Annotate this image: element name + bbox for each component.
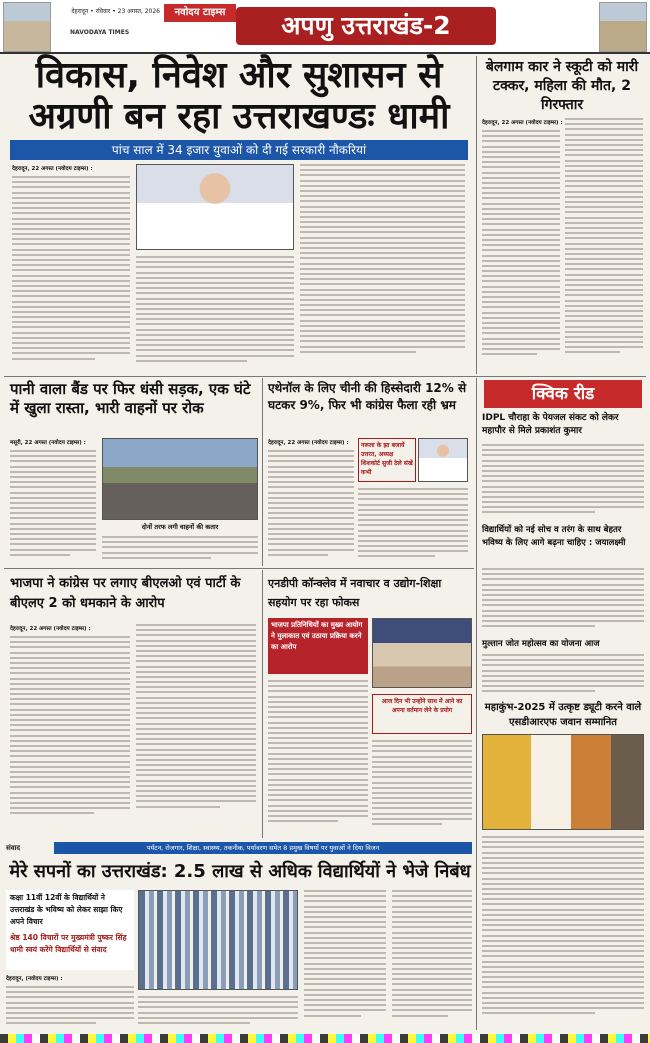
students-photo — [138, 890, 298, 990]
bjp-headline: भाजपा ने कांग्रेस पर लगाए बीएलओ एवं पार्टी के बीएलए 2 को धमकाने के आरोप — [10, 576, 241, 611]
lead-col-2 — [136, 256, 294, 372]
ethanol-quote: नरूला के झा बजायें उत्तरत, अध्यक्ष शिशकोर्ट सुजी ठेले संखें कभी — [358, 438, 416, 482]
qr-item3-body — [482, 654, 644, 696]
ethanol-dateline: देहरादून, 22 अगस्त (नवोदय टाइम्स) : — [268, 440, 349, 446]
dreams-headline: मेरे सपनों का उत्तराखंड: 2.5 लाख से अधिक विद्यार्थियों ने भेजे निबंध — [9, 861, 471, 882]
nda-col-1 — [268, 680, 368, 836]
ethanol-photo — [418, 438, 468, 482]
temple-left-image — [3, 2, 51, 52]
dreams-bullets-box — [6, 890, 134, 970]
masthead — [0, 0, 650, 54]
road-headline: पानी वाला बैंड पर फिर धंसी सड़क, एक घंटे में खुला रास्ता, भारी वाहनों पर रोक — [10, 380, 251, 417]
qr-item4-headline: महाकुंभ-2025 में उत्कृष्ट ड्यूटी करने वाले एसडीआरएफ जवान सम्मानित — [484, 702, 642, 728]
road-col-1 — [10, 450, 96, 562]
nda-quote: आज दिन भी उन्होंने साथ में आने का अपना वर्तमान लेने के प्रयोग — [372, 694, 472, 734]
nda-col-2 — [372, 740, 472, 836]
scooty-col-1 — [482, 130, 560, 370]
qr-item1-headline: IDPL चौराहा के पेयजल संकट को लेकर महापौर से मिले प्रकाशंत कुमार — [482, 413, 619, 436]
bjp-col-1 — [10, 636, 130, 836]
dreams-col-4 — [392, 890, 472, 1030]
lead-dateline: देहरादून, 22 अगस्त (नवोदय टाइम्स) : — [12, 166, 93, 172]
scooty-headline: बेलगाम कार ने स्कूटी को मारी टक्कर, महिला की मौत, 2 गिरफ्तार — [485, 59, 639, 113]
road-photo — [102, 438, 258, 520]
dreams-bullet-2: श्रेष्ठ 140 विचारों पर मुख्यमंत्री पुष्कर सिंह धामी स्वयं करेंगे विद्यार्थियों से संवाद — [10, 933, 127, 954]
ethanol-col-2 — [358, 488, 468, 562]
dreams-col-3 — [304, 890, 386, 1030]
lead-strap: पांच साल में 34 इजार युवाओं को दी गई सरकारी नौकरियां — [10, 140, 468, 160]
scooty-dateline: देहरादून, 22 अगस्त (नवोदय टाइम्स) : — [482, 120, 563, 126]
temple-right-image — [599, 2, 647, 52]
ethanol-headline: एथेनॉल के लिए चीनी की हिस्सेदारी 12% से घटकर 9%, फिर भी कांग्रेस फैला रही भ्रम — [268, 381, 467, 412]
lead-col-3 — [300, 164, 465, 372]
dreams-bullet-1: कक्षा 11वीं 12वीं के विद्यार्थियों ने उत्तराखंड के भविष्य को लेकर साझा किए अपने विचार — [10, 893, 123, 926]
dreams-col-1 — [6, 986, 134, 1030]
qr-item2-headline: विद्यार्थियों को नई सोच व तरंग के साथ बेहतर भविष्य के लिए आगे बढ़ना चाहिए : जयालक्ष्मी — [482, 525, 626, 548]
nda-callout: भाजपा प्रतिनिधियों का मुख्य आयोग ने मुलाकात एवं उठाया प्रक्रिया करने का आरोप — [268, 618, 368, 674]
section-title: अपणु उत्तराखंड-2 — [236, 7, 496, 45]
qr-item4-body — [482, 836, 644, 1028]
qr-item2-body — [482, 568, 644, 634]
cm-photo — [136, 164, 294, 250]
dreams-dateline: देहरादून, (नवोदय टाइम्स) : — [6, 976, 63, 982]
dreams-strap: पर्यटन, रोजगार, शिक्षा, स्वास्थ्य, तकनीक, पर्यावरण समेत 8 प्रमुख विषयों पर युवाओं ने दिया विजन — [54, 842, 472, 854]
scooty-col-2 — [565, 118, 643, 370]
brand-logo: नवोदय टाइम्स — [164, 4, 236, 22]
road-col-2 — [102, 536, 258, 562]
sdrf-award-photo — [482, 734, 644, 830]
qr-item1-body — [482, 444, 644, 520]
dreams-col-2 — [138, 996, 298, 1030]
lead-headline-1: विकास, निवेश और सुशासन से — [35, 55, 443, 96]
dreams-label: संवाद — [6, 844, 21, 852]
road-caption: दोनों तरफ लगी वाहनों की कतार — [141, 523, 219, 531]
bjp-dateline: देहरादून, 22 अगस्त (नवोदय टाइम्स) : — [10, 626, 91, 632]
nda-headline: एनडीपी कॉन्क्लेव में नवाचार व उद्योग-शिक्षा सहयोग पर रहा फोकस — [268, 577, 442, 609]
ethanol-col-1 — [268, 450, 354, 562]
date-line: देहरादून • रविवार • 23 अगस्त, 2026 — [71, 8, 160, 15]
brand-english: NAVODAYA TIMES — [70, 29, 130, 36]
conclave-photo — [372, 618, 472, 688]
bjp-col-2 — [136, 624, 256, 836]
registration-marks-bar — [0, 1034, 650, 1043]
lead-col-1 — [12, 176, 130, 372]
road-dateline: मसूरी, 22 अगस्त (नवोदय टाइम्स) : — [10, 440, 86, 446]
lead-headline-2: अग्रणी बन रहा उत्तराखण्डः धामी — [28, 96, 450, 137]
quick-read-title: क्विक रीड — [484, 380, 642, 408]
qr-item3-headline: मुल्तान जोत महोत्सव का योजना आज — [482, 639, 600, 649]
